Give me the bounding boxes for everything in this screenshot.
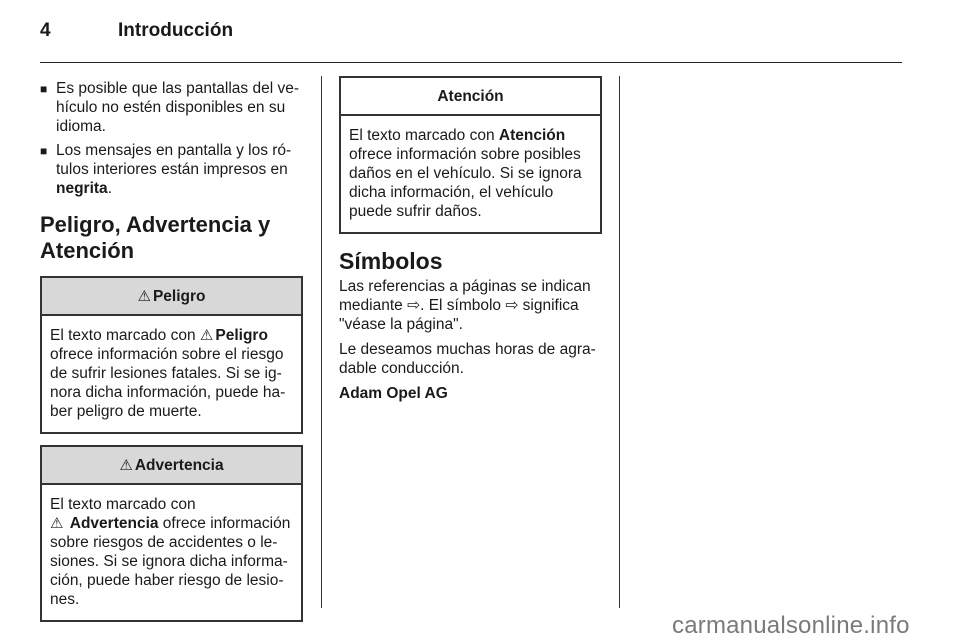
bullet-text	[56, 141, 303, 198]
simbolos-text-c: significa "véase la página".	[339, 297, 579, 333]
arrow-right-icon: ⇨	[407, 297, 421, 314]
header-rule	[40, 62, 902, 63]
page-header	[40, 20, 233, 42]
simbolos-text-b: . El símbolo	[420, 297, 506, 314]
peligro-box-header	[42, 278, 301, 316]
arrow-right-icon: ⇨	[505, 297, 519, 314]
atencion-box	[339, 76, 602, 234]
signature-text: Adam Opel AG	[339, 385, 448, 402]
left-column	[40, 79, 303, 633]
page-number: 4	[40, 20, 51, 41]
section-heading: Peligro, Advertencia y Atención	[40, 212, 271, 263]
warning-triangle-icon: ⚠	[119, 456, 133, 474]
list-item	[40, 79, 303, 136]
atencion-box-header	[341, 78, 600, 116]
bullet-text: Es posible que las pantallas del ve-hículo no estén disponibles en su idioma.	[56, 80, 299, 135]
column-divider	[321, 76, 322, 608]
simbolos-paragraph	[339, 277, 602, 334]
atencion-box-title: Atención	[437, 87, 504, 105]
right-column	[339, 76, 602, 409]
signature	[339, 384, 602, 403]
atencion-box-body	[341, 116, 600, 232]
atencion-text-pre: El texto marcado con	[349, 127, 499, 144]
bullet-square-icon: ■	[40, 82, 48, 96]
warning-triangle-icon: ⚠	[199, 327, 214, 344]
peligro-text-bold: Peligro	[215, 327, 268, 344]
advertencia-text-post: ofrece información sobre riesgos de accidentes o le-siones. Si se ignora dicha informa-ción, puede haber riesgo de lesio-nes.	[50, 515, 291, 608]
advertencia-text-pre: El texto marcado con	[50, 496, 196, 513]
watermark-footer: carmanualsonline.info	[672, 612, 910, 639]
peligro-box-title: Peligro	[152, 287, 206, 305]
atencion-text-bold: Atención	[498, 127, 566, 144]
list-item	[40, 141, 303, 198]
advertencia-box-header	[42, 447, 301, 485]
page-title: Introducción	[118, 20, 234, 41]
bullet-text-bold: negrita	[56, 180, 108, 197]
bullet-text-pre: Los mensajes en pantalla y los ró-tulos interiores están impresos en	[56, 142, 292, 178]
advertencia-box	[40, 445, 303, 622]
peligro-text-pre: El texto marcado con	[50, 327, 200, 344]
closing-paragraph: Le deseamos muchas horas de agra-dable conducción.	[339, 341, 596, 377]
peligro-text-post: ofrece información sobre el riesgo de sufrir lesiones fatales. Si se ig-nora dicha información, puede ha-ber peligro de muerte.	[50, 346, 286, 420]
peligro-box-body	[42, 316, 301, 432]
advertencia-box-title: Advertencia	[134, 456, 224, 474]
warning-triangle-icon: ⚠	[50, 515, 64, 532]
column-divider	[619, 76, 620, 608]
warning-triangle-icon: ⚠	[137, 287, 151, 305]
bullet-square-icon: ■	[40, 144, 48, 158]
simbolos-text-a: Las referencias a páginas se indican mediante	[339, 278, 591, 314]
simbolos-heading: Símbolos	[339, 248, 443, 274]
bullet-text-post: .	[107, 180, 112, 197]
atencion-text-post: ofrece información sobre posibles daños en el vehículo. Si se ignora dicha información, el vehículo puede sufrir daños.	[349, 146, 582, 220]
peligro-box	[40, 276, 303, 434]
advertencia-text-bold: Advertencia	[69, 515, 159, 532]
advertencia-box-body	[42, 485, 301, 620]
